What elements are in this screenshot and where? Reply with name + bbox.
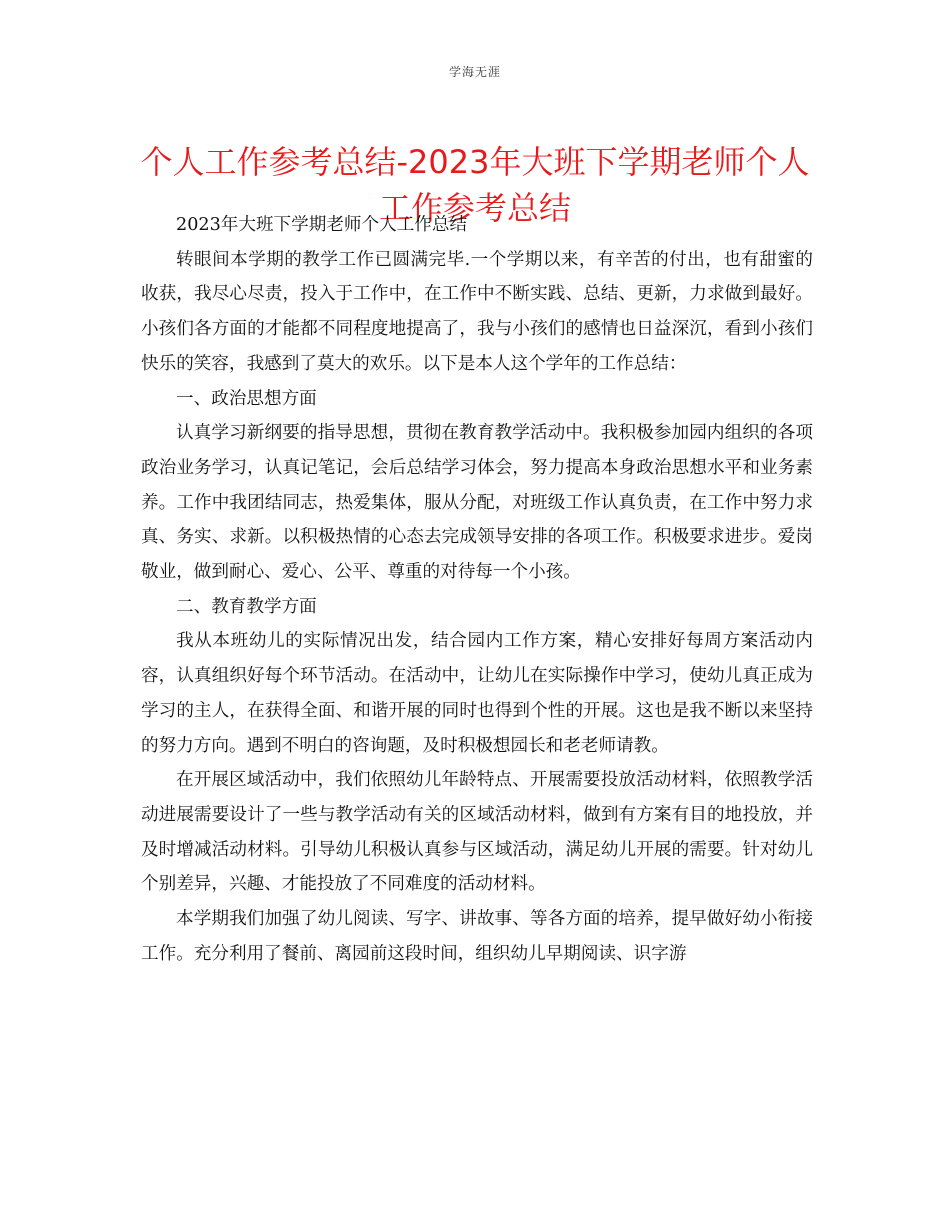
section-heading-politics: 一、政治思想方面 (176, 388, 317, 409)
section-heading-teaching: 二、教育教学方面 (176, 596, 317, 617)
subtitle-paragraph: 2023年大班下学期老师个人工作总结 (176, 215, 468, 235)
politics-paragraph: 认真学习新纲要的指导思想，贯彻在教育教学活动中。我积极参加园内组织的各项政治业务学习，认真记笔记，会后总结学习体会，努力提高本身政治思想水平和业务素养。工作中我团结同志，热爱集体，服从分配，对班级工作认真负责，在工作中努力求真、务实、求新。以积极热情的心态去完成领导安排的各项工作。积极要求进步。爱岗敬业，做到耐心、爱心、公平、尊重的对待每一个小孩。 (141, 423, 813, 583)
page-header: 学海无涯 (448, 65, 501, 79)
reading-paragraph: 本学期我们加强了幼儿阅读、写字、讲故事、等各方面的培养，提早做好幼小衔接工作。充分利用了餐前、离园前这段时间，组织幼儿早期阅读、识字游 (141, 909, 813, 964)
intro-paragraph: 转眼间本学期的教学工作已圆满完毕.一个学期以来，有辛苦的付出，也有甜蜜的收获，我尽心尽责，投入于工作中，在工作中不断实践、总结、更新，力求做到最好。小孩们各方面的才能都不同程度地提高了，我与小孩们的感情也日益深沉，看到小孩们快乐的笑容，我感到了莫大的欢乐。以下是本人这个学年的工作总结： (141, 249, 813, 374)
area-activity-paragraph: 在开展区域活动中，我们依照幼儿年龄特点、开展需要投放活动材料，依照教学活动进展需要设计了一些与教学活动有关的区域活动材料，做到有方案有目的地投放，并及时增减活动材料。引导幼儿积极认真参与区域活动，满足幼儿开展的需要。针对幼儿个别差异，兴趣、才能投放了不同难度的活动材料。 (141, 770, 813, 895)
teaching-paragraph: 我从本班幼儿的实际情况出发，结合园内工作方案，精心安排好每周方案活动内容，认真组织好每个环节活动。在活动中，让幼儿在实际操作中学习，使幼儿真正成为学习的主人，在获得全面、和谐开展的同时也得到个性的开展。这也是我不断以来坚持的努力方向。遇到不明白的咨询题，及时积极想园长和老老师请教。 (141, 631, 813, 756)
document-body (141, 208, 813, 971)
document-title: 个人工作参考总结-2023年大班下学期老师个人工作参考总结 (140, 143, 810, 228)
